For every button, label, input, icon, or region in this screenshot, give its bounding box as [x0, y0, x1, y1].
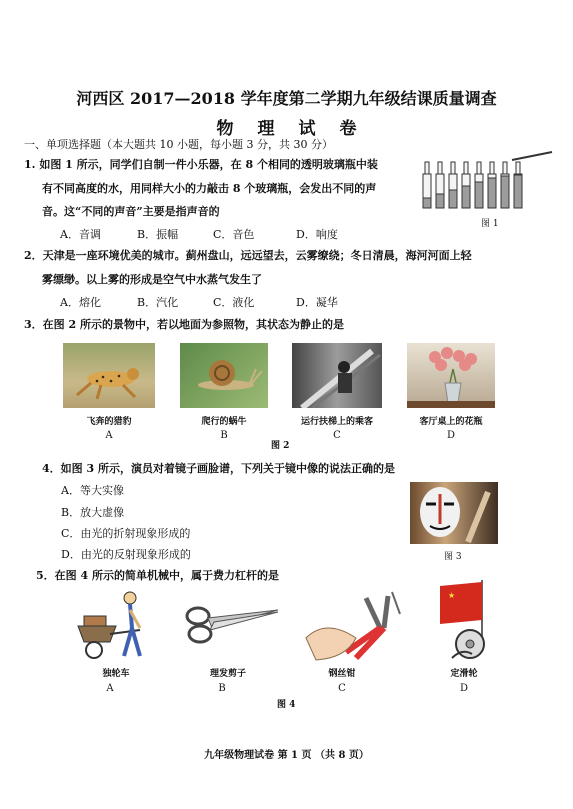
- q4-option-b: B．放大虚像: [61, 506, 125, 519]
- q1-line1: 1. 如图 1 所示，同学们自制一件小乐器，在 8 个相同的透明玻璃瓶中装: [24, 158, 378, 171]
- q1-option-d: D．响度: [296, 228, 338, 241]
- q4-option-d: D．由光的反射现象形成的: [61, 548, 191, 561]
- q4-option-c: C．由光的折射现象形成的: [61, 527, 191, 540]
- bottles-figure: [416, 148, 556, 218]
- q5-letter-b: B: [218, 683, 226, 694]
- q3-caption-c: 运行扶梯上的乘客: [300, 417, 373, 427]
- q5-letter-a: A: [106, 683, 114, 694]
- q3-letter-d: D: [446, 430, 456, 441]
- q1-line3: 音。这“不同的声音”主要是指声音的: [42, 205, 220, 218]
- q3-caption-b: 爬行的蜗牛: [201, 417, 247, 427]
- q3-caption-a: 飞奔的猎豹: [86, 417, 132, 427]
- q4-line1: 4．如图 3 所示，演员对着镜子画脸谱，下列关于镜中像的说法正确的是: [42, 462, 395, 475]
- cheetah-photo: [63, 343, 155, 408]
- mirror-face-photo: [410, 482, 498, 544]
- wheelbarrow-figure: [70, 586, 162, 662]
- q4-option-a: A．等大实像: [61, 484, 124, 497]
- page-footer: 九年级物理试卷 第 1 页 （共 8 页）: [204, 750, 369, 761]
- q2-option-a: A．熔化: [60, 296, 101, 309]
- q2-line1: 2．天津是一座环境优美的城市。蓟州盘山，远远望去，云雾缭绕；冬日清晨，海河河面上轻: [24, 249, 472, 262]
- q3-letter-b: B: [220, 430, 228, 441]
- q2-option-b: B．汽化: [137, 296, 179, 309]
- figure-4-label: 图 4: [277, 700, 296, 710]
- pliers-figure: [296, 588, 404, 664]
- figure-1-label: 图 1: [481, 219, 499, 229]
- q5-letter-d: D: [459, 683, 469, 694]
- figure-2-label: 图 2: [271, 441, 290, 451]
- q2-line2: 雾缥缈。以上雾的形成是空气中水蒸气发生了: [42, 273, 262, 286]
- q2-option-d: D．凝华: [296, 296, 338, 309]
- q1-option-a: A．音调: [60, 228, 101, 241]
- q3-letter-c: C: [333, 430, 341, 441]
- fixed-pulley-figure: [430, 578, 500, 666]
- exam-title: 河西区 2017—2018 学年度第二学期九年级结课质量调查: [76, 89, 497, 108]
- q3-caption-d: 客厅桌上的花瓶: [419, 417, 483, 427]
- section-heading: 一、单项选择题（本大题共 10 小题，每小题 3 分，共 30 分）: [24, 138, 333, 151]
- q5-caption-d: 定滑轮: [450, 669, 478, 679]
- q5-line1: 5．在图 4 所示的简单机械中，属于费力杠杆的是: [36, 569, 279, 582]
- q3-line1: 3．在图 2 所示的景物中，若以地面为参照物，其状态为静止的是: [24, 318, 344, 331]
- q5-letter-c: C: [338, 683, 346, 694]
- svg-text:★: ★: [448, 591, 456, 600]
- q1-option-b: B．振幅: [137, 228, 179, 241]
- figure-3-label: 图 3: [444, 552, 462, 562]
- exam-subtitle: 物理试卷: [216, 119, 381, 139]
- q5-caption-a: 独轮车: [102, 669, 130, 679]
- q2-option-c: C．液化: [213, 296, 255, 309]
- q1-option-c: C．音色: [213, 228, 255, 241]
- q3-letter-a: A: [105, 430, 113, 441]
- escalator-photo: [292, 343, 382, 408]
- snail-photo: [180, 343, 268, 408]
- q5-caption-c: 钢丝钳: [328, 669, 356, 679]
- vase-photo: [407, 343, 495, 408]
- q5-caption-b: 理发剪子: [209, 669, 246, 679]
- scissors-figure: [182, 600, 282, 646]
- q1-line2: 有不同高度的水，用同样大小的力敲击 8 个玻璃瓶，会发出不同的声: [42, 182, 377, 195]
